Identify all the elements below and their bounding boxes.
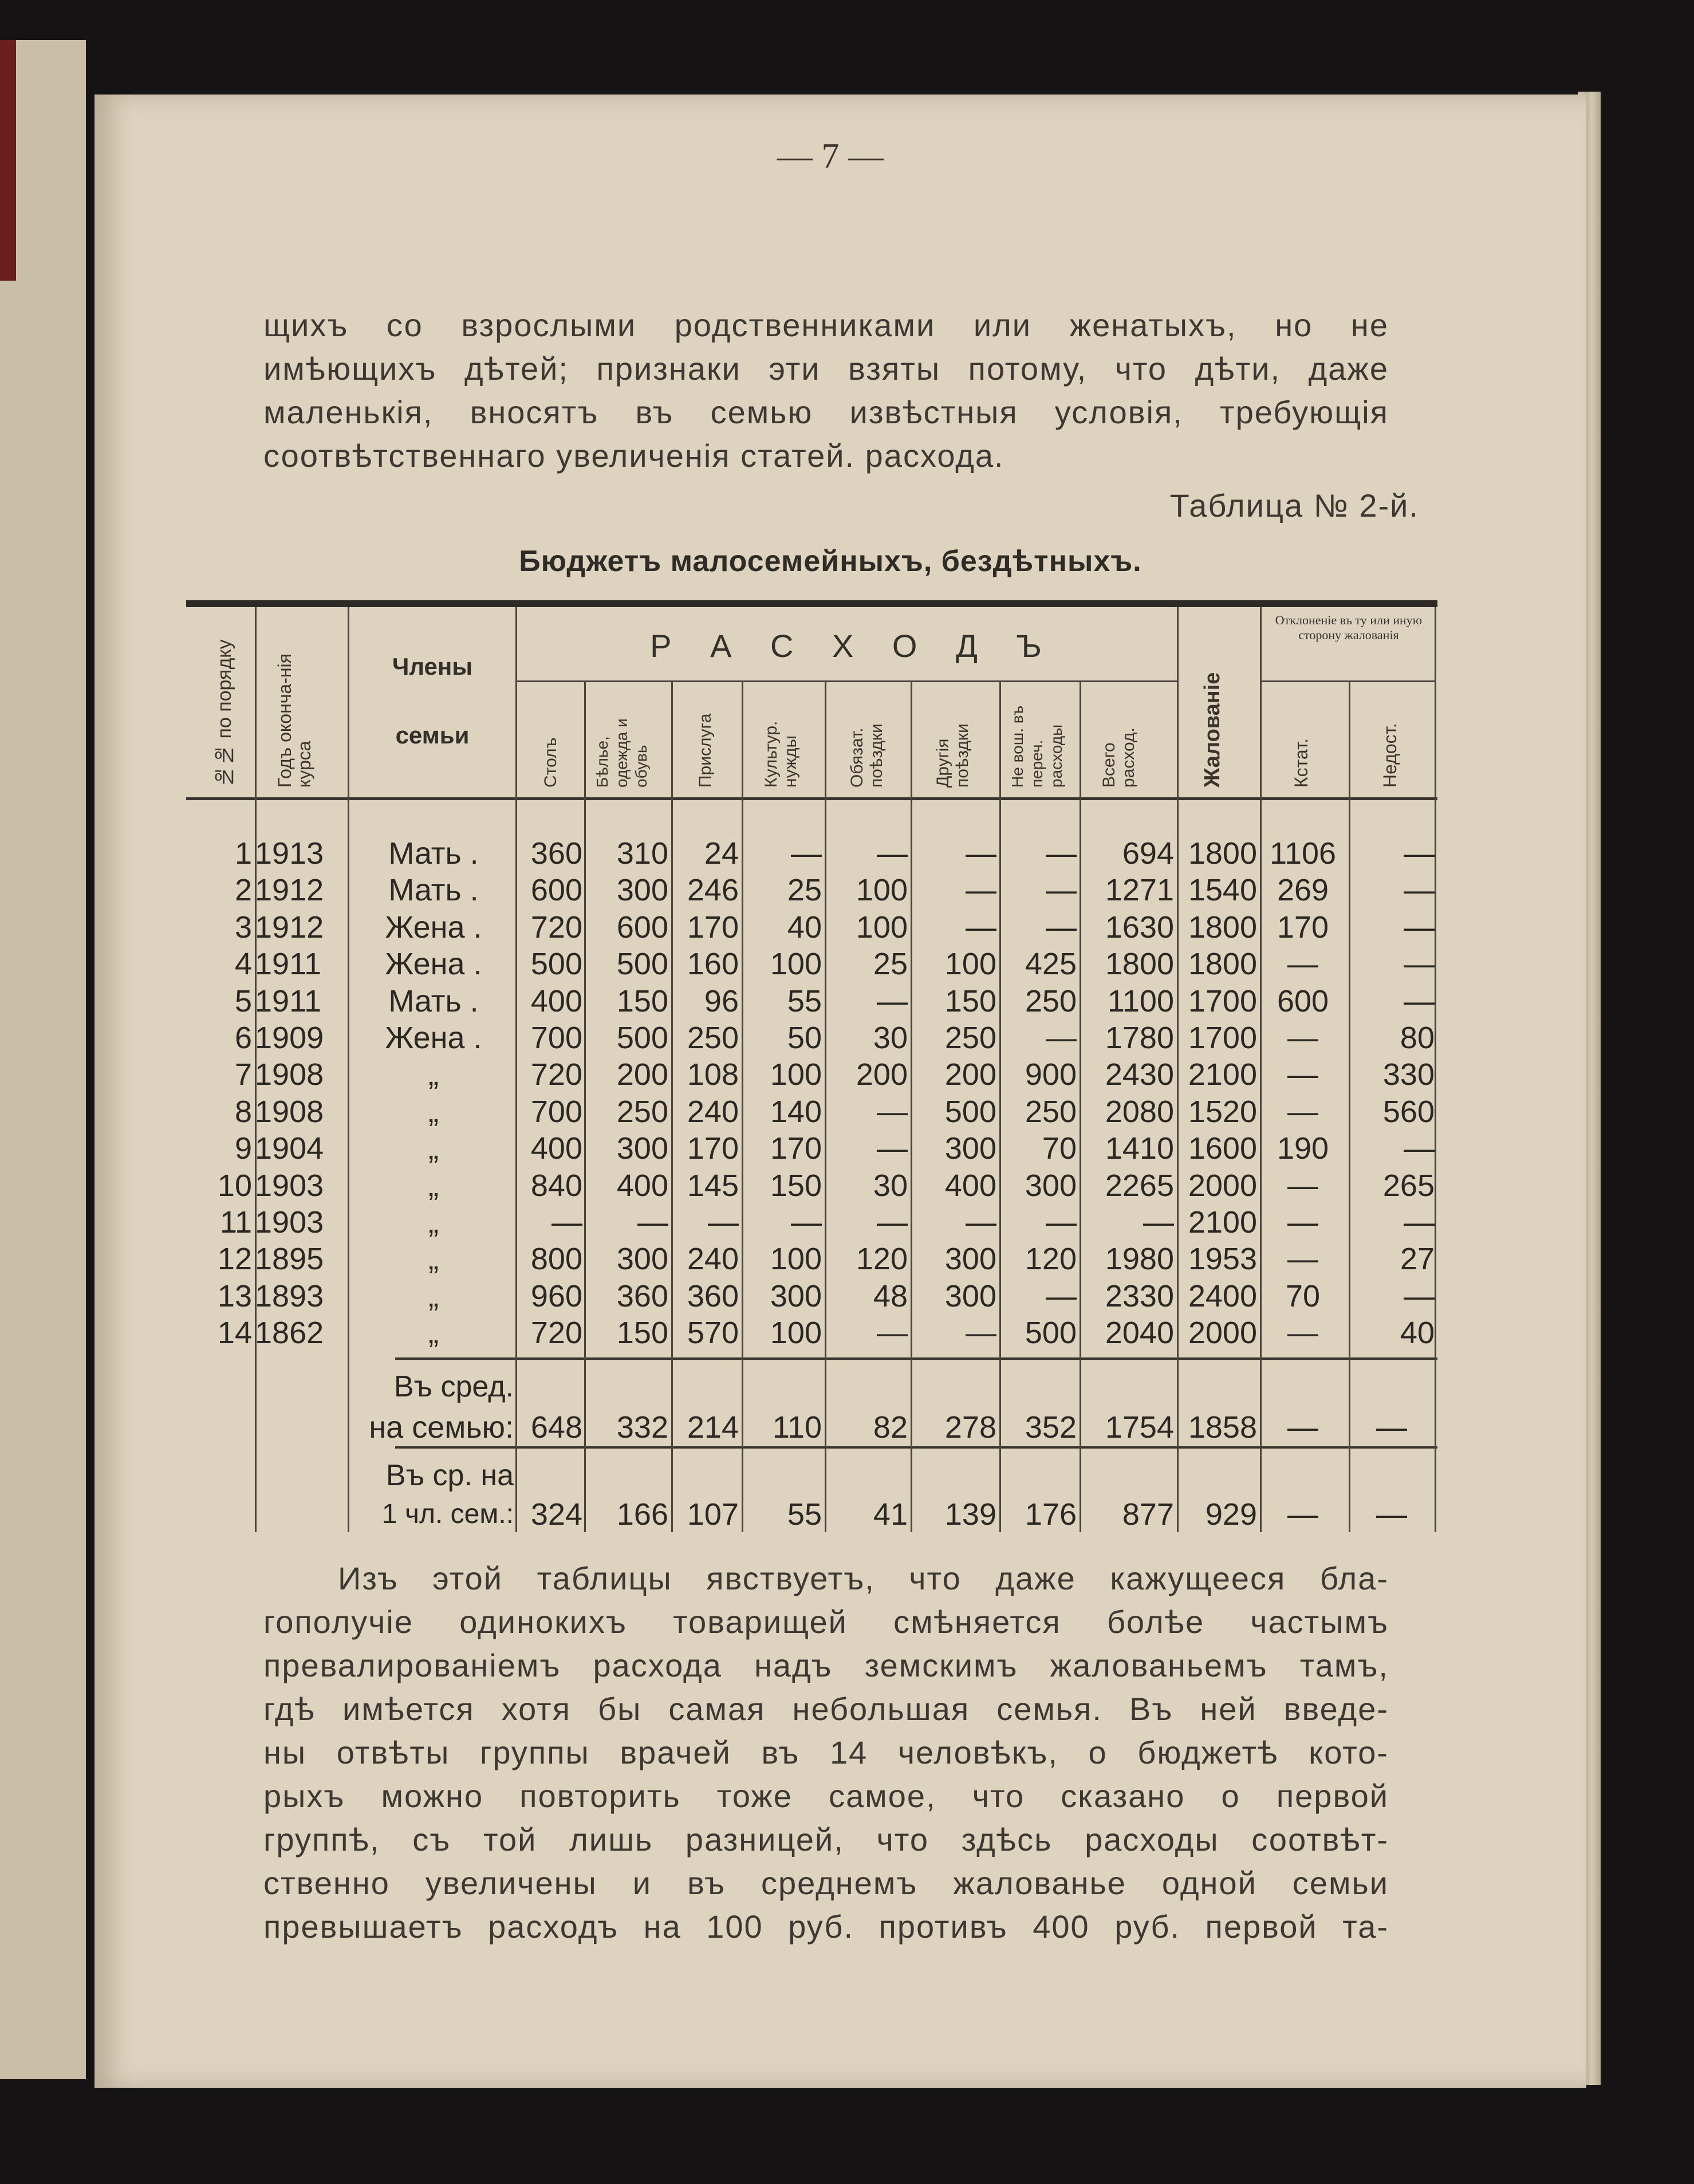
header-prisluga: Прислуга bbox=[696, 713, 715, 788]
cell-salary: 1800 bbox=[1188, 910, 1257, 945]
avg-member-label-1: Въ ср. на bbox=[385, 1459, 514, 1492]
cell-nedost: 330 bbox=[1382, 1057, 1435, 1092]
avg-member-label-2: 1 чл. сем.: bbox=[381, 1499, 514, 1529]
avg-family-label-1: Въ сред. bbox=[393, 1370, 514, 1403]
cell-kstat: 1106 bbox=[1269, 836, 1337, 871]
cell-prisluga: 24 bbox=[704, 836, 739, 871]
cell-salary: 1800 bbox=[1188, 947, 1257, 982]
cell-salary: 1520 bbox=[1188, 1094, 1257, 1129]
cell-kultur: — bbox=[791, 836, 822, 871]
avg-family-nedost: — bbox=[1376, 1410, 1407, 1445]
cell-prisluga: 250 bbox=[687, 1021, 739, 1055]
cell-prisluga: 170 bbox=[687, 910, 739, 945]
cell-belye: 310 bbox=[616, 836, 668, 871]
header-members-1: Члены bbox=[392, 653, 473, 680]
cell-stol: 360 bbox=[530, 836, 582, 871]
cell-drugie: 400 bbox=[944, 1168, 996, 1203]
cell-member: „ bbox=[428, 1205, 439, 1239]
cell-vsego: 1271 bbox=[1105, 873, 1174, 908]
cell-n: 11 bbox=[219, 1205, 252, 1239]
cell-year: 1903 bbox=[255, 1205, 324, 1239]
body-line: превалированіемъ расхода надъ земскимъ жалованьемъ тамъ, bbox=[263, 1647, 1389, 1683]
header-year: Годъ оконча-нія курса bbox=[274, 654, 314, 788]
cell-prisluga: 108 bbox=[687, 1057, 739, 1092]
table-label: Таблица № 2-й. bbox=[1169, 487, 1419, 524]
cell-ne-vosh: 300 bbox=[1025, 1168, 1077, 1203]
cell-kultur: 300 bbox=[770, 1278, 822, 1313]
table-row bbox=[186, 1130, 1437, 1167]
cell-kultur: 170 bbox=[770, 1131, 822, 1166]
cell-kultur: 100 bbox=[770, 1242, 822, 1277]
cell-nedost: 40 bbox=[1400, 1316, 1435, 1351]
cell-obyaz: 100 bbox=[856, 910, 908, 945]
table-row bbox=[186, 1020, 1437, 1056]
cell-drugie: — bbox=[966, 1316, 996, 1351]
cell-year: 1904 bbox=[255, 1131, 324, 1166]
avg-family-ne-vosh: 352 bbox=[1025, 1410, 1077, 1445]
body-line: ственно увеличены и въ среднемъ жалованье одной семьи bbox=[263, 1865, 1389, 1901]
cell-stol: 700 bbox=[530, 1094, 582, 1129]
header-members-2: семьи bbox=[395, 722, 470, 749]
cell-year: 1908 bbox=[255, 1094, 324, 1129]
cell-nedost: — bbox=[1404, 1278, 1435, 1313]
cell-year: 1911 bbox=[255, 947, 322, 982]
cell-obyaz: 200 bbox=[856, 1057, 908, 1092]
cell-nedost: 560 bbox=[1382, 1094, 1435, 1129]
body-line: группѣ, съ той лишь разницей, что здѣсь расходы соотвѣт- bbox=[263, 1821, 1389, 1858]
cell-obyaz: — bbox=[877, 1094, 908, 1129]
cell-kultur: 140 bbox=[770, 1094, 822, 1129]
table-row bbox=[186, 946, 1437, 982]
cell-kstat: — bbox=[1287, 1021, 1318, 1055]
cell-prisluga: 240 bbox=[687, 1094, 739, 1129]
cell-stol: 600 bbox=[530, 873, 582, 908]
cell-ne-vosh: 250 bbox=[1025, 983, 1077, 1018]
cell-kstat: 190 bbox=[1277, 1131, 1329, 1166]
cell-n: 3 bbox=[234, 910, 252, 945]
cell-kstat: 70 bbox=[1285, 1278, 1321, 1313]
cell-vsego: 2330 bbox=[1105, 1278, 1174, 1313]
header-deviation: Отклоненіе въ ту или иную сторону жалованія bbox=[1275, 613, 1423, 642]
cell-ne-vosh: 500 bbox=[1025, 1316, 1077, 1351]
cell-n: 14 bbox=[217, 1316, 252, 1351]
cell-vsego: 2430 bbox=[1105, 1057, 1174, 1092]
cell-ne-vosh: 900 bbox=[1025, 1057, 1077, 1092]
header-rule bbox=[186, 797, 1437, 800]
cell-vsego: — bbox=[1143, 1205, 1174, 1239]
cell-stol: 720 bbox=[530, 910, 582, 945]
cell-obyaz: 25 bbox=[873, 947, 908, 982]
table-row bbox=[186, 1315, 1437, 1351]
cell-salary: 1800 bbox=[1188, 836, 1257, 871]
cell-stol: 400 bbox=[530, 1131, 582, 1166]
cell-prisluga: 96 bbox=[704, 983, 739, 1018]
cell-member: „ bbox=[428, 1131, 439, 1166]
cell-salary: 2000 bbox=[1188, 1168, 1257, 1203]
body-line: гдѣ имѣется хотя бы самая небольшая семья. Въ ней введе- bbox=[263, 1691, 1389, 1727]
cell-salary: 1953 bbox=[1188, 1242, 1257, 1277]
cell-kstat: 170 bbox=[1277, 910, 1329, 945]
cell-drugie: 500 bbox=[944, 1094, 996, 1129]
body-line: Изъ этой таблицы явствуетъ, что даже кажущееся бла- bbox=[338, 1560, 1389, 1596]
avg-family-prisluga: 214 bbox=[687, 1410, 739, 1445]
cell-drugie: 250 bbox=[944, 1021, 996, 1055]
cell-ne-vosh: — bbox=[1046, 1205, 1077, 1239]
cell-member: „ bbox=[428, 1242, 439, 1277]
cell-ne-vosh: — bbox=[1046, 873, 1077, 908]
cell-n: 1 bbox=[234, 836, 252, 871]
header-drugie: Другія поѣздки bbox=[933, 723, 972, 788]
cell-member: „ bbox=[428, 1057, 439, 1092]
avg-member-prisluga: 107 bbox=[687, 1497, 739, 1532]
cell-salary: 1700 bbox=[1188, 1021, 1257, 1055]
cell-year: 1893 bbox=[255, 1278, 324, 1313]
avg-family-belye: 332 bbox=[616, 1410, 668, 1445]
table-row bbox=[186, 1204, 1437, 1241]
cell-ne-vosh: 120 bbox=[1025, 1242, 1077, 1277]
cell-belye: 150 bbox=[616, 1316, 668, 1351]
cell-member: Жена . bbox=[385, 1021, 482, 1055]
cell-obyaz: 30 bbox=[873, 1168, 908, 1203]
cell-drugie: — bbox=[966, 873, 996, 908]
cell-kstat: — bbox=[1287, 947, 1318, 982]
table-row bbox=[186, 909, 1437, 946]
cell-member: Жена . bbox=[385, 910, 482, 945]
cell-n: 4 bbox=[234, 947, 252, 982]
cell-vsego: 694 bbox=[1122, 836, 1174, 871]
cell-kstat: — bbox=[1287, 1242, 1318, 1277]
cell-drugie: — bbox=[966, 910, 996, 945]
table-row bbox=[186, 835, 1437, 872]
cell-belye: 400 bbox=[616, 1168, 668, 1203]
cell-year: 1909 bbox=[255, 1021, 324, 1055]
table-row bbox=[186, 872, 1437, 908]
cell-obyaz: — bbox=[877, 1205, 908, 1239]
cell-salary: 2100 bbox=[1188, 1205, 1257, 1239]
cell-nedost: — bbox=[1404, 910, 1435, 945]
intro-line: маленькія, вносятъ въ семью извѣстныя условія, требующія bbox=[263, 394, 1389, 430]
cell-ne-vosh: — bbox=[1046, 836, 1077, 871]
cell-kultur: 25 bbox=[787, 873, 822, 908]
cell-belye: 500 bbox=[616, 1021, 668, 1055]
cell-member: „ bbox=[428, 1278, 439, 1313]
cell-vsego: 1780 bbox=[1105, 1021, 1174, 1055]
cell-prisluga: 570 bbox=[687, 1316, 739, 1351]
cell-drugie: — bbox=[966, 836, 996, 871]
cell-member: Мать . bbox=[388, 983, 479, 1018]
cell-belye: 250 bbox=[616, 1094, 668, 1129]
table-row bbox=[186, 983, 1437, 1020]
cell-vsego: 1410 bbox=[1105, 1131, 1174, 1166]
cell-prisluga: 360 bbox=[687, 1278, 739, 1313]
cell-belye: 360 bbox=[616, 1278, 668, 1313]
cell-drugie: 100 bbox=[944, 947, 996, 982]
cell-belye: 200 bbox=[616, 1057, 668, 1092]
cell-drugie: — bbox=[966, 1205, 996, 1239]
cell-kstat: — bbox=[1287, 1205, 1318, 1239]
cell-vsego: 1800 bbox=[1105, 947, 1174, 982]
cell-salary: 1540 bbox=[1188, 873, 1257, 908]
header-num: №№ по порядку bbox=[214, 639, 235, 788]
cell-kultur: — bbox=[791, 1205, 822, 1239]
body-line: ны отвѣты группы врачей въ 14 человѣкъ, о бюджетѣ кото- bbox=[263, 1734, 1389, 1770]
cell-kstat: 600 bbox=[1277, 983, 1329, 1018]
cell-vsego: 1100 bbox=[1107, 983, 1174, 1018]
avg-member-kultur: 55 bbox=[787, 1497, 822, 1532]
cell-n: 5 bbox=[234, 983, 252, 1018]
cell-ne-vosh: — bbox=[1046, 1278, 1077, 1313]
avg-family-label-2: на семью: bbox=[369, 1410, 514, 1445]
cell-obyaz: — bbox=[877, 983, 908, 1018]
avg-member-nedost: — bbox=[1376, 1497, 1407, 1532]
cell-member: Мать . bbox=[388, 873, 479, 908]
cell-obyaz: 100 bbox=[856, 873, 908, 908]
cell-member: „ bbox=[428, 1094, 439, 1129]
cell-vsego: 1980 bbox=[1105, 1242, 1174, 1277]
header-ne-vosh: Не вош. въ переч. расходы bbox=[1008, 705, 1065, 788]
avg-family-salary: 1858 bbox=[1188, 1410, 1257, 1445]
cell-obyaz: — bbox=[877, 1316, 908, 1351]
cell-year: 1903 bbox=[255, 1168, 324, 1203]
cell-stol: 960 bbox=[530, 1278, 582, 1313]
avg-member-stol: 324 bbox=[530, 1497, 582, 1532]
cell-n: 8 bbox=[234, 1094, 252, 1129]
cell-member: „ bbox=[428, 1168, 439, 1203]
cell-salary: 1600 bbox=[1188, 1131, 1257, 1166]
avg-member-salary: 929 bbox=[1205, 1497, 1257, 1532]
cell-prisluga: 145 bbox=[687, 1168, 739, 1203]
avg-family-drugie: 278 bbox=[944, 1410, 996, 1445]
cell-kstat: — bbox=[1287, 1168, 1318, 1203]
cell-obyaz: 30 bbox=[873, 1021, 908, 1055]
intro-line: щихъ со взрослыми родственниками или женатыхъ, но не bbox=[263, 307, 1389, 343]
avg-family-stol: 648 bbox=[530, 1410, 582, 1445]
cell-nedost: — bbox=[1404, 947, 1435, 982]
cell-nedost: 80 bbox=[1400, 1021, 1435, 1055]
cell-n: 12 bbox=[217, 1242, 252, 1277]
intro-line: имѣющихъ дѣтей; признаки эти взяты потому, что дѣти, даже bbox=[263, 351, 1389, 387]
avg-member-row bbox=[186, 1496, 1437, 1533]
cell-kstat: — bbox=[1287, 1057, 1318, 1092]
avg-member-kstat: — bbox=[1287, 1497, 1318, 1532]
header-obyaz: Обязат. поѣздки bbox=[848, 723, 886, 788]
deviation-underline bbox=[1260, 680, 1435, 682]
header-nedost: Недост. bbox=[1380, 723, 1400, 788]
header-kultur: Культур. нужды bbox=[762, 721, 800, 788]
book-spine bbox=[0, 40, 16, 281]
cell-kultur: 100 bbox=[770, 1057, 822, 1092]
header-kstat: Кстат. bbox=[1291, 738, 1311, 788]
cell-year: 1862 bbox=[255, 1316, 324, 1351]
cell-ne-vosh: 70 bbox=[1042, 1131, 1077, 1166]
cell-kstat: — bbox=[1287, 1094, 1318, 1129]
cell-kultur: 40 bbox=[787, 910, 822, 945]
cell-prisluga: 160 bbox=[687, 947, 739, 982]
cell-stol: 500 bbox=[530, 947, 582, 982]
body-paragraph bbox=[263, 1557, 1389, 1949]
cell-nedost: 27 bbox=[1400, 1242, 1435, 1277]
cell-ne-vosh: 425 bbox=[1025, 947, 1077, 982]
table-row bbox=[186, 1278, 1437, 1315]
cell-kultur: 150 bbox=[770, 1168, 822, 1203]
avg-family-obyaz: 82 bbox=[873, 1410, 908, 1445]
header-vsego: Всего расход. bbox=[1100, 727, 1138, 788]
cell-n: 13 bbox=[217, 1278, 252, 1313]
cell-belye: 150 bbox=[616, 983, 668, 1018]
cell-obyaz: 48 bbox=[873, 1278, 908, 1313]
cell-drugie: 300 bbox=[944, 1242, 996, 1277]
cell-obyaz: — bbox=[877, 836, 908, 871]
cell-year: 1911 bbox=[255, 983, 322, 1018]
table-row bbox=[186, 1241, 1437, 1277]
cell-belye: 300 bbox=[616, 873, 668, 908]
cell-nedost: — bbox=[1404, 983, 1435, 1018]
cell-stol: 720 bbox=[530, 1316, 582, 1351]
header-expenses: Р А С Х О Д Ъ bbox=[650, 628, 1045, 664]
cell-stol: 400 bbox=[530, 983, 582, 1018]
cell-prisluga: — bbox=[708, 1205, 739, 1239]
header-belye: Бѣлье, одежда и обувь bbox=[593, 718, 650, 788]
cell-drugie: 300 bbox=[944, 1278, 996, 1313]
cell-kultur: 55 bbox=[787, 983, 822, 1018]
expenses-underline bbox=[515, 680, 1177, 682]
totals-rule bbox=[395, 1357, 1437, 1360]
cell-year: 1908 bbox=[255, 1057, 324, 1092]
table-row bbox=[186, 1093, 1437, 1130]
cell-stol: — bbox=[551, 1205, 582, 1239]
cell-ne-vosh: 250 bbox=[1025, 1094, 1077, 1129]
cell-year: 1912 bbox=[255, 873, 324, 908]
cell-stol: 840 bbox=[530, 1168, 582, 1203]
table-title: Бюджетъ малосемейныхъ, бездѣтныхъ. bbox=[519, 545, 1142, 578]
cell-n: 6 bbox=[234, 1021, 252, 1055]
cell-salary: 2400 bbox=[1188, 1278, 1257, 1313]
cell-nedost: — bbox=[1404, 873, 1435, 908]
intro-paragraph bbox=[263, 304, 1389, 478]
avg-member-belye: 166 bbox=[616, 1497, 668, 1532]
cell-kultur: 100 bbox=[770, 1316, 822, 1351]
cell-belye: 300 bbox=[616, 1131, 668, 1166]
cell-salary: 1700 bbox=[1188, 983, 1257, 1018]
cell-belye: 300 bbox=[616, 1242, 668, 1277]
body-line: гополучіе одинокихъ товарищей смѣняется болѣе частымъ bbox=[263, 1604, 1389, 1640]
avg-family-row bbox=[186, 1409, 1437, 1446]
cell-drugie: 200 bbox=[944, 1057, 996, 1092]
cell-year: 1895 bbox=[255, 1242, 324, 1277]
intro-line: соотвѣтственнаго увеличенія статей. расхода. bbox=[263, 438, 1004, 474]
header-salary: Жалованіе bbox=[1200, 672, 1224, 788]
body-line: рыхъ можно повторить тоже самое, что сказано о первой bbox=[263, 1778, 1389, 1814]
cell-kultur: 100 bbox=[770, 947, 822, 982]
cell-member: Мать . bbox=[388, 836, 479, 871]
header-stol: Столъ bbox=[541, 737, 560, 788]
cell-prisluga: 170 bbox=[687, 1131, 739, 1166]
cell-kstat: 269 bbox=[1277, 873, 1329, 908]
avg-family-kstat: — bbox=[1287, 1410, 1318, 1445]
cell-vsego: 2265 bbox=[1105, 1168, 1174, 1203]
avg-member-vsego: 877 bbox=[1122, 1497, 1174, 1532]
cell-n: 9 bbox=[234, 1131, 252, 1166]
cell-n: 7 bbox=[234, 1057, 252, 1092]
cell-belye: — bbox=[637, 1205, 668, 1239]
cell-vsego: 2080 bbox=[1105, 1094, 1174, 1129]
cell-stol: 720 bbox=[530, 1057, 582, 1092]
cell-obyaz: — bbox=[877, 1131, 908, 1166]
table-row bbox=[186, 1167, 1437, 1204]
cell-vsego: 1630 bbox=[1105, 910, 1174, 945]
avg-member-ne-vosh: 176 bbox=[1025, 1497, 1077, 1532]
cell-n: 10 bbox=[217, 1168, 252, 1203]
cell-member: „ bbox=[428, 1316, 439, 1351]
cell-belye: 500 bbox=[616, 947, 668, 982]
body-line: превышаетъ расходъ на 100 руб. противъ 400 руб. первой та- bbox=[263, 1908, 1389, 1945]
cell-salary: 2000 bbox=[1188, 1316, 1257, 1351]
cell-obyaz: 120 bbox=[856, 1242, 908, 1277]
cell-ne-vosh: — bbox=[1046, 1021, 1077, 1055]
cell-salary: 2100 bbox=[1188, 1057, 1257, 1092]
cell-n: 2 bbox=[234, 873, 252, 908]
cell-stol: 700 bbox=[530, 1021, 582, 1055]
cell-drugie: 150 bbox=[944, 983, 996, 1018]
cell-nedost: — bbox=[1404, 1205, 1435, 1239]
cell-belye: 600 bbox=[616, 910, 668, 945]
cell-member: Жена . bbox=[385, 947, 482, 982]
cell-nedost: — bbox=[1404, 836, 1435, 871]
totals-rule bbox=[395, 1446, 1437, 1449]
cell-vsego: 2040 bbox=[1105, 1316, 1174, 1351]
cell-nedost: 265 bbox=[1382, 1168, 1435, 1203]
avg-member-drugie: 139 bbox=[944, 1497, 996, 1532]
cell-year: 1912 bbox=[255, 910, 324, 945]
cell-year: 1913 bbox=[255, 836, 324, 871]
page-number: — 7 — bbox=[777, 137, 884, 176]
cell-ne-vosh: — bbox=[1046, 910, 1077, 945]
cell-prisluga: 246 bbox=[687, 873, 739, 908]
cell-drugie: 300 bbox=[944, 1131, 996, 1166]
avg-family-kultur: 110 bbox=[772, 1410, 822, 1445]
cell-kultur: 50 bbox=[787, 1021, 822, 1055]
avg-family-vsego: 1754 bbox=[1105, 1410, 1174, 1445]
avg-member-obyaz: 41 bbox=[873, 1497, 908, 1532]
cell-nedost: — bbox=[1404, 1131, 1435, 1166]
cell-prisluga: 240 bbox=[687, 1242, 739, 1277]
cell-kstat: — bbox=[1287, 1316, 1318, 1351]
cell-stol: 800 bbox=[530, 1242, 582, 1277]
facing-page-edge bbox=[0, 40, 86, 2079]
table-row bbox=[186, 1056, 1437, 1093]
